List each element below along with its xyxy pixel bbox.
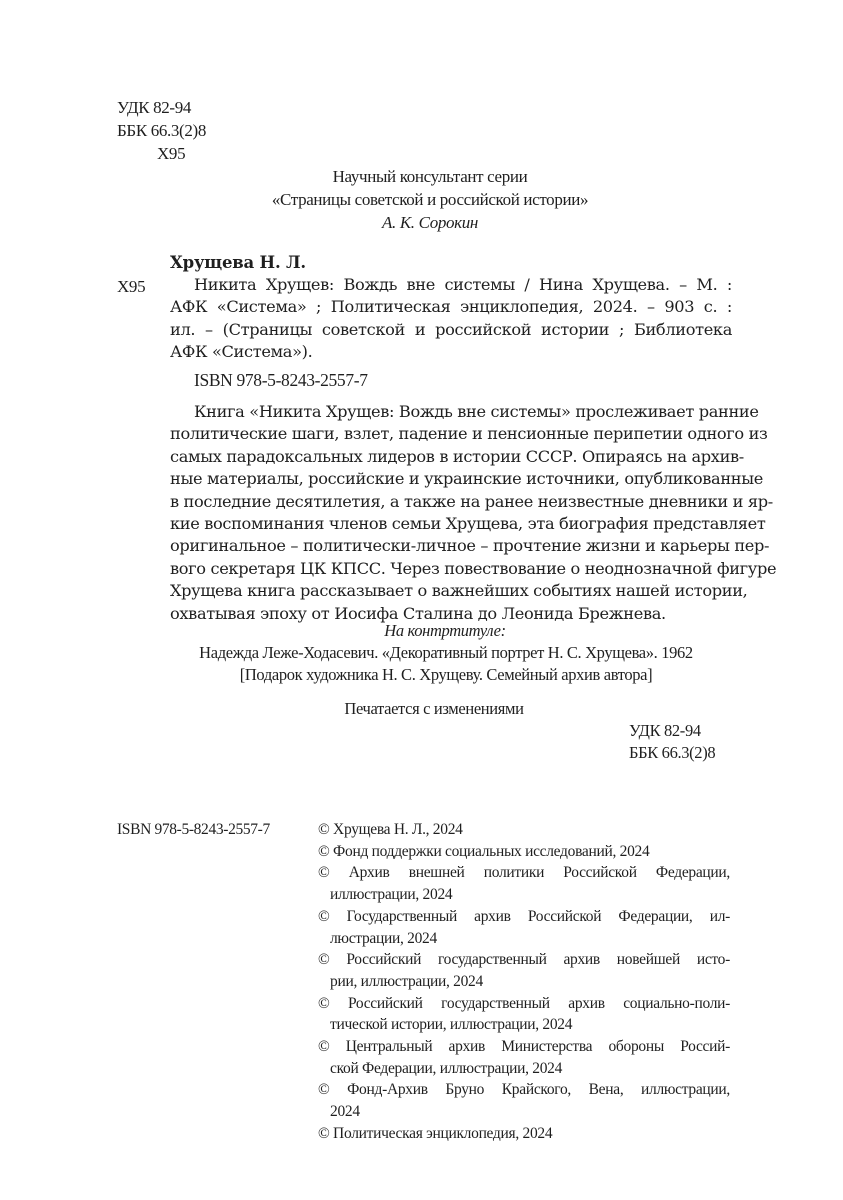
copyright-item: © Хрущева Н. Л., 2024 [318,821,463,838]
author-heading: Хрущева Н. Л. [170,253,306,272]
annotation-line: Книга «Никита Хрущев: Вождь вне системы» прослеживает ранние [194,402,759,421]
annotation [170,401,777,625]
author-mark: Х95 [157,144,186,163]
copyright-item: © Государственный архив Российской Федерации, ил- люстрации, 2024 [318,907,730,947]
copyright-item: © Фонд-Архив Бруно Крайского, Вена, иллюстрации, 2024 [318,1081,730,1121]
annotation-line: в последние десятилетия, а также на ранее неизвестные дневники и яр- [170,491,773,511]
annotation-line: кие воспоминания членов семьи Хрущева, эта биография представляет [170,514,766,534]
bibliographic-description [170,274,732,364]
isbn-copyright: ISBN 978-5-8243-2557-7 [117,821,270,838]
copyright-item: © Центральный архив Министерства обороны Россий- ской Федерации, иллюстрации, 2024 [318,1038,730,1077]
copyright-item: © Архив внешней политики Российской Федерации, иллюстрации, 2024 [318,864,730,904]
annotation-line: вого секретаря ЦК КПСС. Через повествование о неоднозначной фигуре [170,558,777,578]
annotation-line: политические шаги, взлет, падение и пенсионные перипетии одного из [170,424,768,444]
series-title: «Страницы советской и российской истории» [271,190,589,209]
annotation-line: оригинальное – политически-личное – прочтение жизни и карьеры пер- [170,536,770,556]
annotation-line: охватывая эпоху от Иосифа Сталина до Леонида Брежнева. [170,603,666,623]
description-line: АФК «Система»). [170,342,313,362]
printing-note: Печатается с изменениями [344,699,524,718]
consultant-name: А. К. Сорокин [382,213,478,232]
author-mark-left: Х95 [117,277,146,296]
annotation-line: ные материалы, российские и украинские источники, опубликованные [170,469,763,489]
udk-code-right: УДК 82-94 [629,721,701,740]
udk-code: УДК 82-94 [117,98,192,117]
isbn-record: ISBN 978-5-8243-2557-7 [194,370,368,390]
consultant-label: Научный консультант серии [332,167,528,186]
description-line: ил. – (Страницы советской и российской истории ; Библиотека [170,319,732,339]
annotation-line: Хрущева книга рассказывает о важнейших событиях нашей истории, [170,581,748,601]
bbk-code-right: ББК 66.3(2)8 [629,743,716,762]
description-line: Никита Хрущев: Вождь вне системы / Нина Хрущева. – М. : [194,275,732,294]
bbk-code: ББК 66.3(2)8 [117,121,206,140]
copyright-item: © Российский государственный архив социально-поли- тической истории, иллюстрации, 2024 [318,994,730,1034]
cover-note-line1: Надежда Леже-Ходасевич. «Декоративный портрет Н. С. Хрущева». 1962 [199,643,693,662]
description-line: АФК «Система» ; Политическая энциклопедия, 2024. – 903 с. : [170,297,732,317]
annotation-line: самых парадоксальных лидеров в истории СССР. Опираясь на архив- [170,446,744,466]
copyright-list [318,819,730,1145]
copyright-item: © Политическая энциклопедия, 2024 [318,1124,553,1142]
copyright-item: © Российский государственный архив новейшей исто- рии, иллюстрации, 2024 [318,951,730,990]
copyright-item: © Фонд поддержки социальных исследований, 2024 [318,842,650,860]
cover-note-line2: [Подарок художника Н. С. Хрущеву. Семейный архив автора] [239,665,653,684]
cover-note-label: На контртитуле: [384,621,506,640]
